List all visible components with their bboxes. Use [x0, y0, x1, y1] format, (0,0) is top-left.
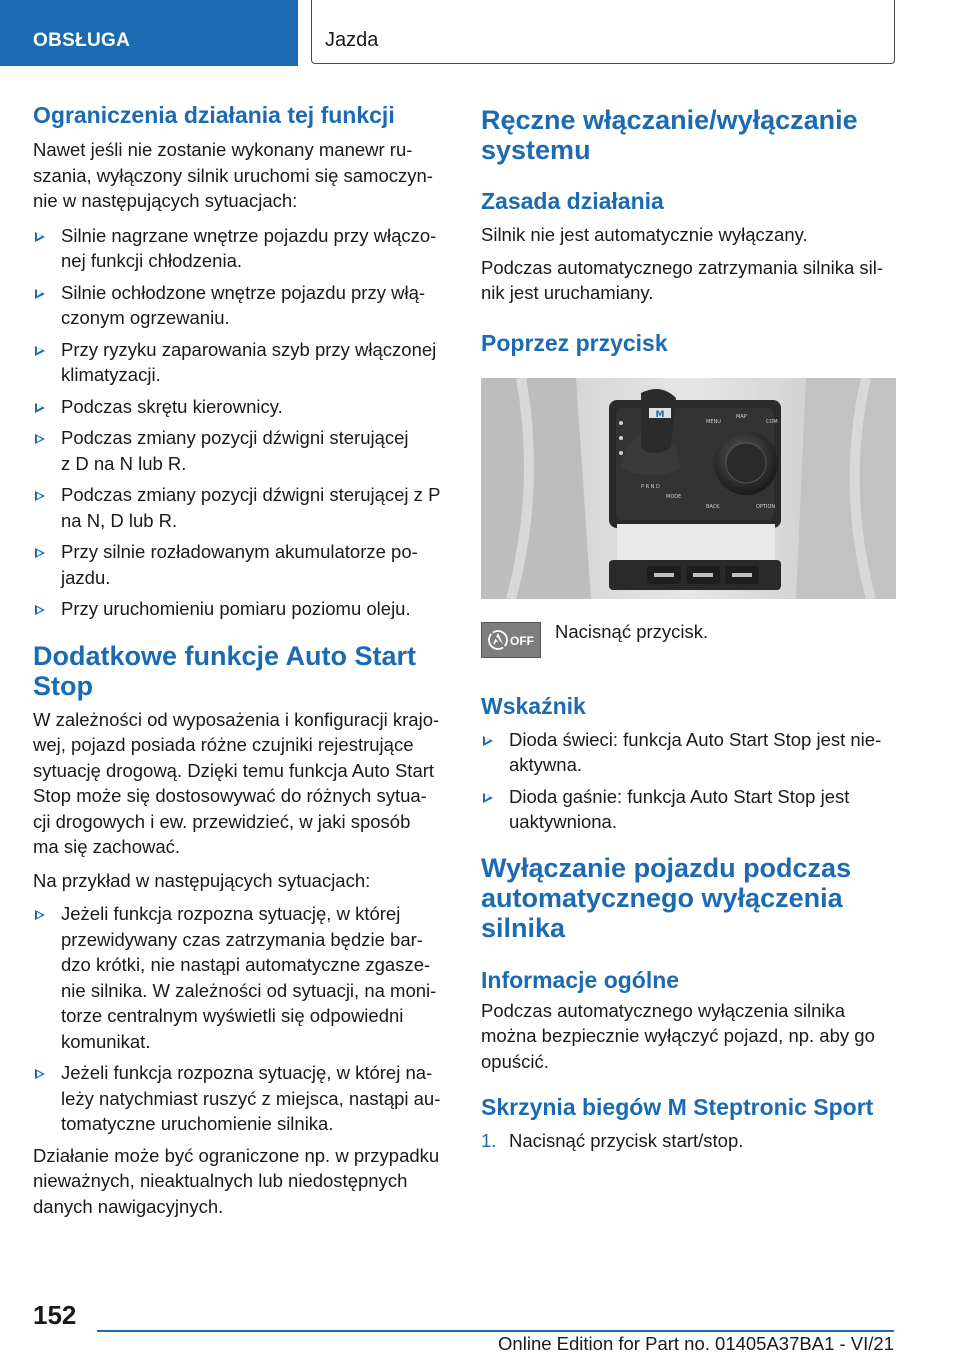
btn-back-label: BACK — [706, 503, 720, 510]
triangle-bullet-icon — [35, 910, 45, 920]
list-item: Silnie nagrzane wnętrze pojazdu przy włączo- nej funkcji chłodzenia. — [33, 223, 451, 274]
center-console-photo — [481, 378, 896, 599]
paragraph-general: Podczas automatycznego wyłączenia silnika można bezpiecznie wyłączyć pojazd, np. aby go opuścić. — [481, 999, 875, 1072]
heading-limits: Ograniczenia działania tej funkcji — [33, 102, 395, 128]
triangle-bullet-icon — [35, 289, 45, 299]
header-frame — [311, 0, 895, 64]
btn-menu-label: MENU — [706, 418, 721, 425]
list-item: Jeżeli funkcja rozpozna sytuację, w której na- leży natychmiast ruszyć z miejsca, nastąpi au- tomatyczne uruchomienie silnika. — [33, 1060, 451, 1137]
page-number: 152 — [33, 1300, 77, 1330]
auto-start-stop-off-icon — [481, 622, 541, 658]
list-item: Podczas skrętu kierownicy. — [33, 394, 451, 420]
triangle-bullet-icon — [483, 736, 493, 746]
step-number: 1. — [481, 1130, 497, 1151]
list-item: Dioda gaśnie: funkcja Auto Start Stop jest uaktywniona. — [481, 784, 896, 835]
heading-extra-functions: Dodatkowe funkcje Auto Start Stop — [33, 640, 417, 701]
list-item: Dioda świeci: funkcja Auto Start Stop jest nie- aktywna. — [481, 727, 896, 778]
heading-switch-off: Wyłączanie pojazdu podczas automatycznego wyłączenia silnika — [481, 852, 852, 943]
triangle-bullet-icon — [35, 346, 45, 356]
off-label: OFF — [510, 633, 534, 648]
heading-gearbox: Skrzynia biegów M Steptronic Sport — [481, 1094, 874, 1120]
triangle-bullet-icon — [35, 1069, 45, 1079]
list-item: Silnie ochłodzone wnętrze pojazdu przy włą- czonym ogrzewaniu. — [33, 280, 451, 331]
chapter-title: Jazda — [325, 29, 379, 51]
btn-com-label: COM — [766, 418, 778, 425]
list-item: Podczas zmiany pozycji dźwigni sterującej z D na N lub R. — [33, 425, 451, 476]
list-item: Jeżeli funkcja rozpozna sytuację, w której przewidywany czas zatrzymania będzie bar- dzo krótki, nie nastąpi automatyczne zgasze- nie silnika. W zależności od sytuacji, na moni- torze centralnym wyświetli się odpowiedni komunikat. — [33, 901, 451, 1054]
section-tab: OBSŁUGA — [0, 0, 298, 66]
right-column — [481, 100, 896, 1154]
paragraph-principle-1: Silnik nie jest automatycznie wyłączany. — [481, 224, 808, 245]
triangle-bullet-icon — [35, 491, 45, 501]
triangle-bullet-icon — [35, 232, 45, 242]
step-item — [481, 1128, 896, 1154]
left-column — [33, 100, 451, 1219]
heading-manual-switch: Ręczne włączanie/wyłączanie systemu — [481, 105, 858, 165]
triangle-bullet-icon — [35, 434, 45, 444]
heading-principle: Zasada działania — [481, 188, 664, 214]
paragraph-extra: W zależności od wyposażenia i konfiguracji krajo- wej, pojazd posiada różne czujniki rejestrujące sytuację drogową. Dzięki temu funkcja Auto Start Stop może się dostosowywać do różnych sytua- cji drogowych i ew. przewidzieć, w jaki sposób ma się zachować. — [33, 708, 440, 857]
heading-by-button: Poprzez przycisk — [481, 329, 668, 356]
indicator-list — [481, 727, 896, 835]
triangle-bullet-icon — [35, 403, 45, 413]
extra-list — [33, 901, 451, 1137]
paragraph-principle-2: Podczas automatycznego zatrzymania silnika sil- nik jest uruchamiany. — [481, 256, 884, 303]
list-item: Przy uruchomieniu pomiaru poziomu oleju. — [33, 596, 451, 622]
btn-option-label: OPTION — [756, 503, 776, 510]
gear-label: P R N D — [641, 483, 660, 490]
heading-general-info: Informacje ogólne — [481, 966, 680, 993]
limits-list — [33, 223, 451, 622]
btn-mode-label: MODE — [666, 493, 682, 500]
step-text: Nacisnąć przycisk start/stop. — [509, 1130, 744, 1151]
paragraph-example: Na przykład w następujących sytuacjach: — [33, 869, 371, 891]
triangle-bullet-icon — [483, 793, 493, 803]
triangle-bullet-icon — [35, 605, 45, 615]
heading-indicator: Wskaźnik — [481, 692, 586, 719]
footer-divider — [97, 1330, 894, 1332]
footer-edition: Online Edition for Part no. 01405A37BA1 - VI/21 — [498, 1333, 894, 1354]
list-item: Przy ryzyku zaparowania szyb przy włączonej klimatyzacji. — [33, 337, 451, 388]
m-badge-text: M — [655, 409, 665, 420]
paragraph-limited: Działanie może być ograniczone np. w przypadku nieważnych, nieaktualnych lub niedostępnych danych nawigacyjnych. — [33, 1144, 440, 1217]
list-item: Przy silnie rozładowanym akumulatorze po- jazdu. — [33, 539, 451, 590]
console-illustration — [481, 378, 896, 599]
triangle-bullet-icon — [35, 548, 45, 558]
steps-list — [481, 1128, 896, 1154]
press-button-text: Nacisnąć przycisk. — [555, 620, 709, 642]
paragraph-limits: Nawet jeśli nie zostanie wykonany manewr ru- szania, wyłączony silnik uruchomi się samoczyn- nie w następujących sytuacjach: — [33, 139, 433, 211]
auto-start-stop-button-row — [481, 622, 896, 662]
list-item: Podczas zmiany pozycji dźwigni sterującej z P na N, D lub R. — [33, 482, 451, 533]
btn-map-label: MAP — [736, 413, 747, 420]
